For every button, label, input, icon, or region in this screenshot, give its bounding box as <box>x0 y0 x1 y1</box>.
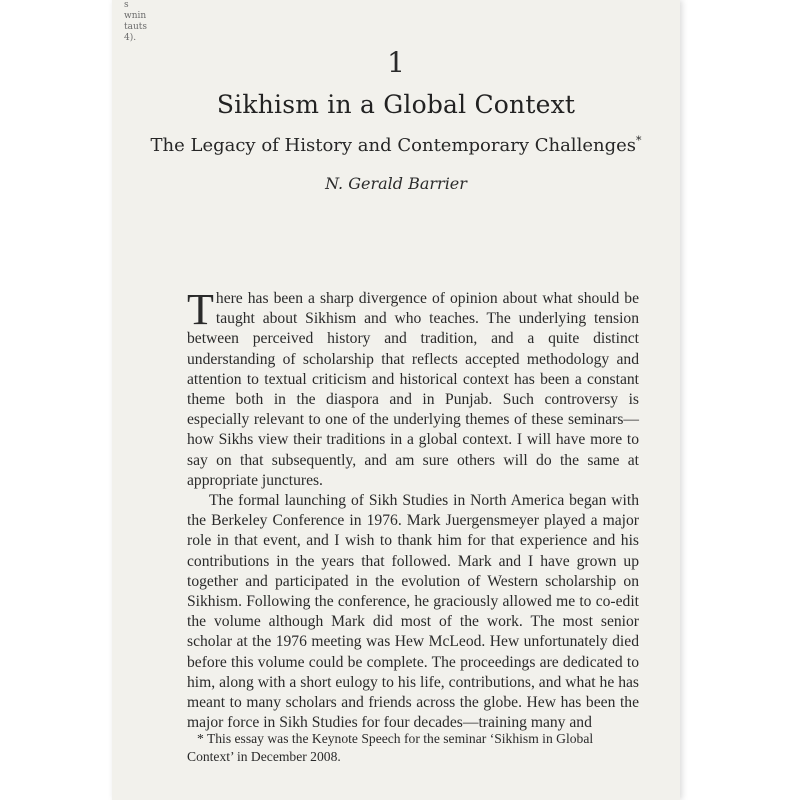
facing-fragment: s <box>124 0 129 10</box>
chapter-title: Sikhism in a Global Context <box>216 90 576 119</box>
facing-fragment: tauts <box>124 22 148 32</box>
author-name: N. Gerald Barrier <box>325 174 467 193</box>
footnote-marker: * <box>635 134 642 147</box>
footnote-text: * This essay was the Keynote Speech for the seminar ‘Sikhism in Global Context’ in December 2008. <box>187 731 594 764</box>
body-text <box>187 285 639 733</box>
drop-cap: T <box>187 285 214 334</box>
paragraph <box>187 285 639 491</box>
facing-fragment: wnin <box>124 11 147 21</box>
chapter-number: 1 <box>387 46 405 79</box>
paragraph: The formal launching of Sikh Studies in North America began with the Berkeley Conference in 1976. Mark Juergensmeyer played a major role in that event, and I wish to thank him for that experience and his contributions in the years that followed. Mark and I have grown up together and participated in the evolution of Western scholarship on Sikhism. Following the conference, he graciously allowed me to co-edit the volume although Mark did most of the work. The most senior scholar at the 1976 meeting was Hew McLeod. Hew unfortunately died before this volume could be complete. The proceedings are dedicated to him, along with a short eulogy to his life, contributions, and what he has meant to many scholars and friends across the globe. Hew has been the major force in Sikh Studies for four decades—training many and <box>187 492 639 732</box>
paragraph-text: here has been a sharp divergence of opinion about what should be taught about Sikhism and who teaches. The underlying tension between perceived history and tradition, and a quite distinct understanding of scholarship that reflects accepted methodology and attention to textual criticism and historical context has been a constant theme both in the diaspora and in Punjab. Such controversy is especially relevant to one of the underlying themes of these seminars—how Sikhs view their traditions in a global context. I will have more to say on that subsequently, and am sure others will do the same at appropriate junctures. <box>187 290 639 489</box>
chapter-subtitle-text: The Legacy of History and Contemporary Challenges <box>150 135 636 156</box>
facing-fragment: 4). <box>124 33 137 43</box>
footnote <box>187 730 639 766</box>
chapter-subtitle <box>112 134 680 156</box>
